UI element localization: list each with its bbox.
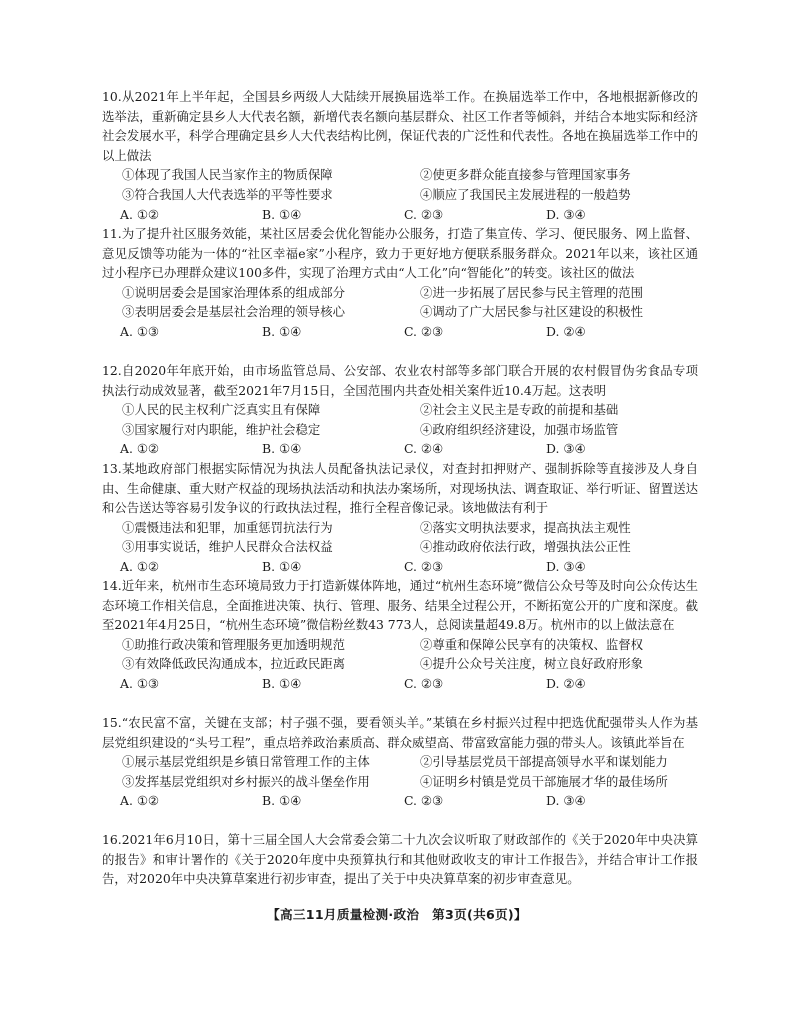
answer-choices — [102, 205, 698, 225]
question-16 — [102, 830, 698, 889]
option-3: ③国家履行对内职能，维护社会稳定 — [122, 421, 321, 437]
question-14 — [102, 576, 698, 694]
answer-b: B. ①④ — [262, 793, 302, 809]
option-3: ③用事实说话，维护人民群众合法权益 — [122, 539, 333, 555]
question-stem: 15.“农民富不富，关键在支部；村子强不强，要看领头羊。”某镇在乡村振兴过程中把选优配强带头人作为基层党组织建设的“头号工程”，重点培养政治素质高、群众威望高、带富致富能力强的带头人。该镇此举旨在 — [102, 715, 698, 750]
answer-c: C. ②③ — [404, 558, 444, 574]
option-list — [102, 635, 698, 674]
answer-c: C. ②③ — [404, 323, 444, 339]
option-2: ②社会主义民主是专政的前提和基础 — [420, 402, 619, 418]
question-stem: 14.近年来，杭州市生态环境局致力于打造新媒体阵地，通过“杭州生态环境”微信公众号等及时向公众传达生态环境工作相关信息，全面推进决策、执行、管理、服务、结果全过程公开，不断拓宽公开的广度和深度。截至2021年4月25日，“杭州生态环境”微信粉丝数43 773人，总阅读量超49.8万。杭州市的以上做法意在 — [102, 578, 698, 633]
answer-b: B. ①④ — [262, 206, 302, 222]
answer-d: D. ②④ — [546, 675, 586, 691]
answer-d: D. ③④ — [546, 441, 586, 457]
answer-a: A. ①③ — [120, 323, 160, 339]
answer-d: D. ③④ — [546, 206, 586, 222]
answer-a: A. ①② — [120, 441, 160, 457]
answer-d: D. ③④ — [546, 558, 586, 574]
answer-c: C. ②③ — [404, 206, 444, 222]
option-1: ①展示基层党组织是乡镇日常管理工作的主体 — [122, 754, 370, 770]
answer-b: B. ①④ — [262, 558, 302, 574]
option-3: ③有效降低政民沟通成本，拉近政民距离 — [122, 656, 346, 672]
answer-c: C. ②④ — [404, 441, 444, 457]
answer-choices — [102, 557, 698, 577]
option-4: ④政府组织经济建设，加强市场监管 — [420, 421, 619, 437]
answer-choices — [102, 439, 698, 459]
option-3: ③发挥基层党组织对乡村振兴的战斗堡垒作用 — [122, 773, 370, 789]
answer-a: A. ①② — [120, 558, 160, 574]
answer-choices — [102, 791, 698, 811]
answer-d: D. ②④ — [546, 323, 586, 339]
option-1: ①震慑违法和犯罪，加重惩罚抗法行为 — [122, 519, 333, 535]
option-1: ①助推行政决策和管理服务更加透明规范 — [122, 636, 346, 652]
option-list — [102, 165, 698, 204]
answer-choices — [102, 322, 698, 342]
option-2: ②落实文明执法要求，提高执法主观性 — [420, 519, 631, 535]
option-4: ④推动政府依法行政，增强执法公正性 — [420, 539, 631, 555]
option-list — [102, 283, 698, 322]
page-footer: 【高三11月质量检测·政治 第3页(共6页)】 — [267, 907, 527, 922]
option-list — [102, 752, 698, 791]
question-13 — [102, 459, 698, 577]
answer-choices — [102, 674, 698, 694]
question-15 — [102, 713, 698, 811]
question-stem: 11.为了提升社区服务效能，某社区居委会优化智能办公服务，打造了集宣传、学习、便民服务、网上监督、意见反馈等功能为一体的“社区幸福e家”小程序，致力于更好地方便联系服务群众。2021年以来，该社区通过小程序已办理群众建议100多件，实现了治理方式由“人工化”向“智能化”的转变。该社区的做法 — [102, 226, 698, 281]
option-list — [102, 518, 698, 557]
answer-a: A. ①② — [120, 793, 160, 809]
question-10 — [102, 87, 698, 224]
option-4: ④调动了广大居民参与社区建设的积极性 — [420, 304, 644, 320]
answer-a: A. ①② — [120, 206, 160, 222]
option-1: ①体现了我国人民当家作主的物质保障 — [122, 167, 333, 183]
option-2: ②引导基层党员干部提高领导水平和谋划能力 — [420, 754, 668, 770]
option-2: ②进一步拓展了居民参与民主管理的范围 — [420, 284, 644, 300]
answer-d: D. ③④ — [546, 793, 586, 809]
option-4: ④证明乡村镇是党员干部施展才华的最佳场所 — [420, 773, 668, 789]
answer-a: A. ①③ — [120, 675, 160, 691]
option-4: ④顺应了我国民主发展进程的一般趋势 — [420, 186, 631, 202]
answer-b: B. ①④ — [262, 441, 302, 457]
option-2: ②使更多群众能直接参与管理国家事务 — [420, 167, 631, 183]
question-12 — [102, 361, 698, 459]
option-3: ③表明居委会是基层社会治理的领导核心 — [122, 304, 346, 320]
question-stem: 12.自2020年年底开始，由市场监管总局、公安部、农业农村部等多部门联合开展的农村假冒伪劣食品专项执法行动成效显著，截至2021年7月15日，全国范围内共查处相关案件近10.4万起。这表明 — [102, 363, 698, 398]
answer-c: C. ②③ — [404, 793, 444, 809]
option-4: ④提升公众号关注度，树立良好政府形象 — [420, 656, 644, 672]
question-stem: 10.从2021年上半年起，全国县乡两级人大陆续开展换届选举工作。在换届选举工作中，各地根据新修改的选举法，重新确定县乡人大代表名额，新增代表名额向基层群众、社区工作者等倾斜，并结合本地实际和经济社会发展水平，科学合理确定县乡人大代表结构比例，保证代表的广泛性和代表性。各地在换届选举工作中的以上做法 — [102, 89, 698, 163]
answer-c: C. ②③ — [404, 675, 444, 691]
question-stem: 16.2021年6月10日，第十三届全国人大会常委会第二十九次会议听取了财政部作的《关于2020年中央决算的报告》和审计署作的《关于2020年度中央预算执行和其他财政收支的审计工作报告》，并结合审计工作报告，对2020年中央决算草案进行初步审查，提出了关于中央决算草案的初步审查意见。 — [102, 832, 698, 887]
answer-b: B. ①④ — [262, 675, 302, 691]
option-1: ①人民的民主权利广泛真实且有保障 — [122, 402, 321, 418]
option-1: ①说明居委会是国家治理体系的组成部分 — [122, 284, 346, 300]
option-list — [102, 400, 698, 439]
question-11 — [102, 224, 698, 342]
option-2: ②尊重和保障公民享有的决策权、监督权 — [420, 636, 644, 652]
option-3: ③符合我国人大代表选举的平等性要求 — [122, 186, 333, 202]
answer-b: B. ①④ — [262, 323, 302, 339]
question-stem: 13.某地政府部门根据实际情况为执法人员配备执法记录仪，对查封扣押财产、强制拆除等直接涉及人身自由、生命健康、重大财产权益的现场执法活动和执法办案场所，对现场执法、调查取证、举行听证、留置送达和公告送达等容易引发争议的行政执法过程，推行全程音像记录。该地做法有利于 — [102, 461, 698, 516]
